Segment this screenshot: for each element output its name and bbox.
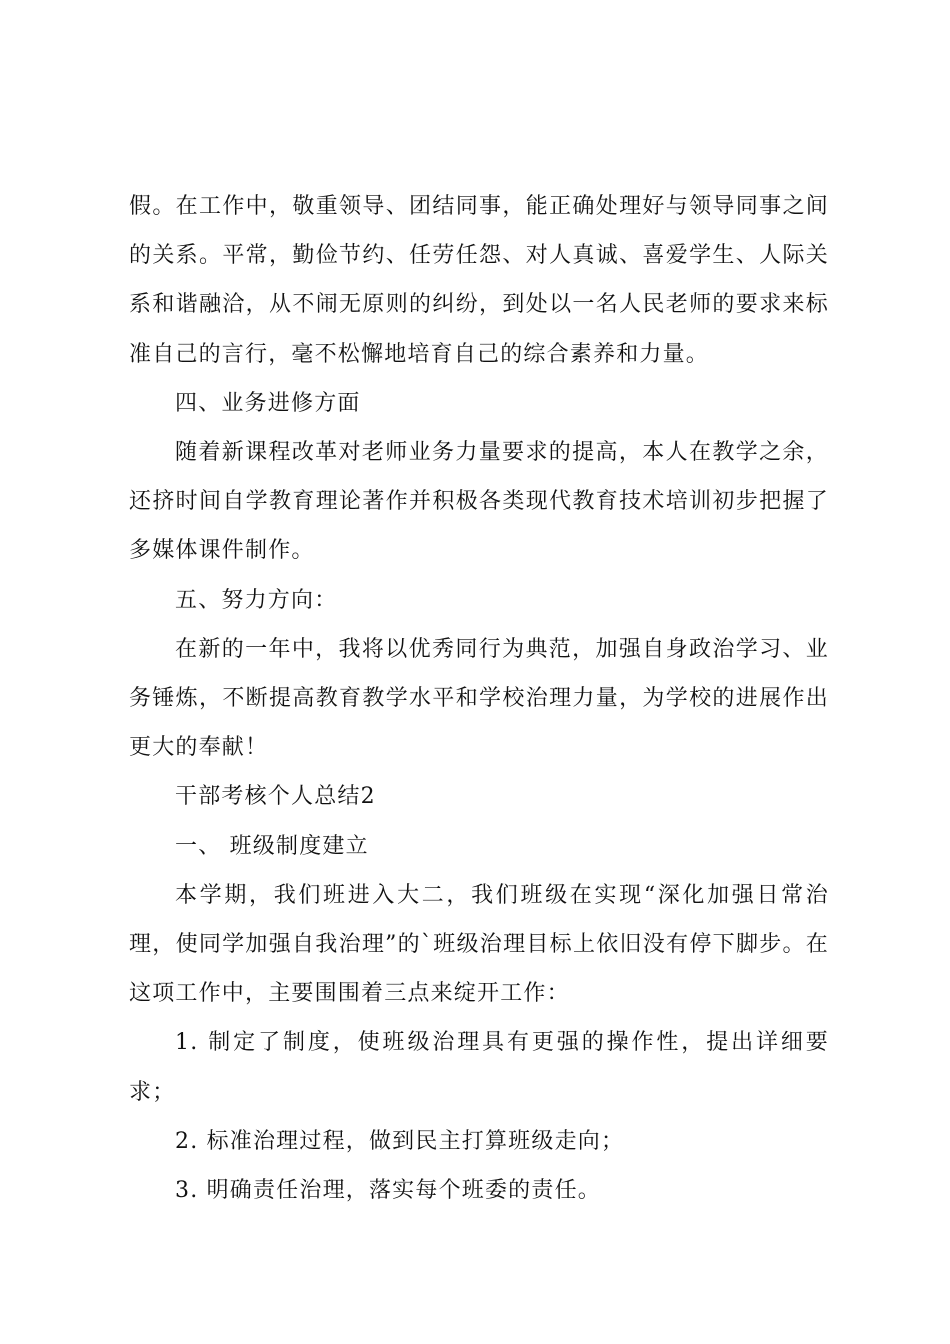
document-body [129,182,829,1215]
paragraph-continuation: 假。在工作中，敬重领导、团结同事，能正确处理好与领导同事之间的关系。平常，勤俭节约、任劳任怨、对人真诚、喜爱学生、人际关系和谐融洽，从不闹无原则的纠纷，到处以一名人民老师的要求来标准自己的言行，毫不松懈地培育自己的综合素养和力量。 [129,194,829,367]
section-heading-business-study: 四、业务进修方面 [175,390,361,416]
document-title-2: 干部考核个人总结2 [175,784,376,810]
list-item-3: 3. 明确责任治理，落实每个班委的责任。 [175,1178,601,1204]
paragraph-direction: 在新的一年中，我将以优秀同行为典范，加强自身政治学习、业务锤炼，不断提高教育教学水平和学校治理力量，为学校的进展作出更大的奉献！ [129,636,829,761]
paragraph-business-study: 随着新课程改革对老师业务力量要求的提高，本人在教学之余，还挤时间自学教育理论著作并积极各类现代教育技术培训初步把握了多媒体课件制作。 [129,440,829,564]
section-heading-direction: 五、努力方向： [175,587,338,613]
list-item-1: 1. 制定了制度，使班级治理具有更强的操作性，提出详细要求； [129,1030,829,1105]
list-item-2: 2. 标准治理过程，做到民主打算班级走向； [175,1128,625,1154]
section-heading-class-system: 一、 班级制度建立 [175,833,369,859]
paragraph-class-system: 本学期，我们班进入大二，我们班级在实现“深化加强日常治理，使同学加强自我治理”的`班级治理目标上依旧没有停下脚步。在这项工作中，主要围围着三点来绽开工作： [129,882,829,1007]
